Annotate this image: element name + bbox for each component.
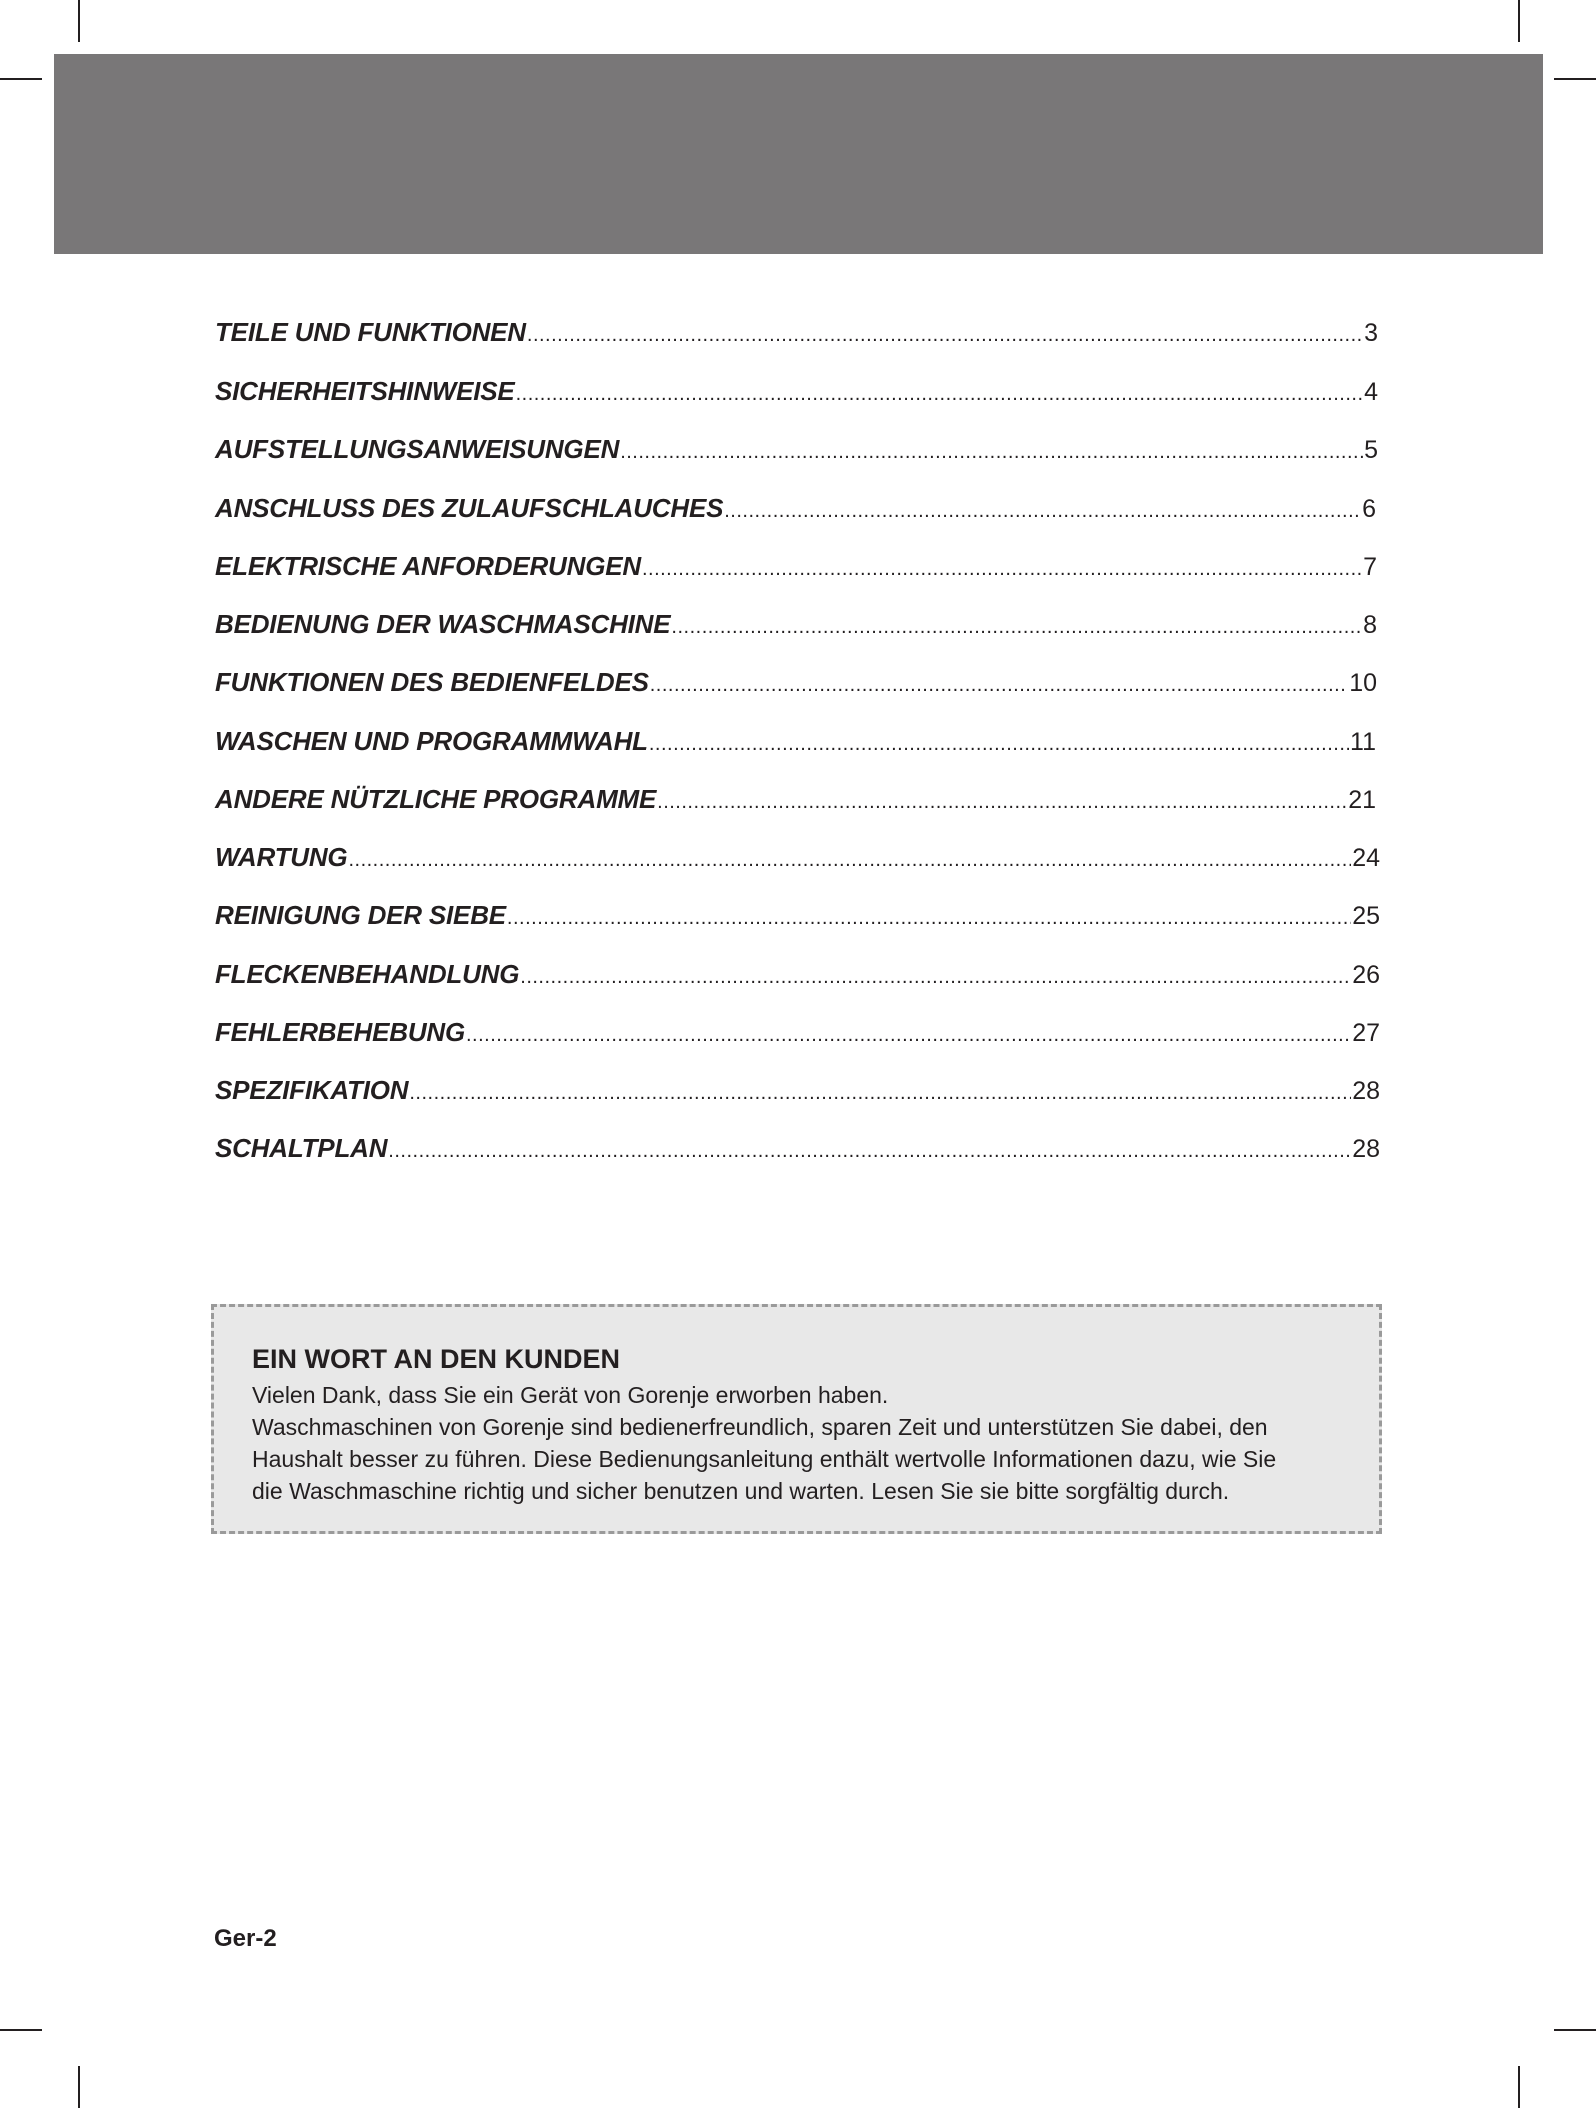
toc-entry-title: WARTUNG bbox=[215, 842, 348, 872]
toc-entry-page: 4 bbox=[1364, 378, 1378, 406]
toc-entry-page: 3 bbox=[1364, 319, 1378, 347]
toc-entry[interactable] bbox=[215, 314, 1378, 350]
customer-note-line: Haushalt besser zu führen. Diese Bedienungsanleitung enthält wertvolle Informationen dazu, wie Sie bbox=[252, 1446, 1277, 1472]
toc-entry-page: 25 bbox=[1352, 902, 1380, 930]
toc-entry-page: 21 bbox=[1348, 786, 1376, 814]
toc-entry-title: WASCHEN UND PROGRAMMWAHL bbox=[215, 726, 648, 756]
table-of-contents bbox=[215, 0, 1380, 2108]
toc-leader-dots bbox=[657, 784, 1347, 820]
toc-entry-page: 11 bbox=[1350, 728, 1376, 756]
toc-entry[interactable] bbox=[215, 897, 1380, 933]
toc-leader-dots bbox=[520, 959, 1351, 995]
toc-entry-page: 24 bbox=[1352, 844, 1380, 872]
toc-entry-page: 5 bbox=[1364, 436, 1378, 464]
toc-entry[interactable] bbox=[215, 839, 1380, 875]
toc-entry-page: 10 bbox=[1349, 669, 1377, 697]
toc-entry[interactable] bbox=[215, 1014, 1380, 1050]
toc-entry-title: SCHALTPLAN bbox=[215, 1133, 388, 1163]
toc-entry-page: 6 bbox=[1362, 495, 1376, 523]
toc-entry-page: 7 bbox=[1363, 553, 1377, 581]
crop-mark-top-right-horizontal bbox=[1554, 78, 1596, 80]
toc-entry-page: 28 bbox=[1352, 1135, 1380, 1163]
customer-note-line: die Waschmaschine richtig und sicher benutzen und warten. Lesen Sie sie bitte sorgfältig durch. bbox=[252, 1478, 1230, 1504]
toc-leader-dots bbox=[409, 1075, 1351, 1111]
customer-note-box bbox=[211, 1304, 1382, 1534]
crop-mark-top-left-vertical bbox=[78, 0, 80, 42]
toc-entry[interactable] bbox=[215, 781, 1376, 817]
page-number: Ger-2 bbox=[214, 1925, 277, 1952]
customer-note-title: EIN WORT AN DEN KUNDEN bbox=[252, 1344, 620, 1374]
toc-entry-page: 26 bbox=[1352, 961, 1380, 989]
toc-leader-dots bbox=[348, 842, 1351, 878]
toc-entry-title: SPEZIFIKATION bbox=[215, 1075, 409, 1105]
toc-leader-dots bbox=[671, 609, 1362, 645]
toc-entry-title: FLECKENBEHANDLUNG bbox=[215, 959, 520, 989]
crop-mark-bottom-right-vertical bbox=[1518, 2066, 1520, 2108]
toc-entry-title: FUNKTIONEN DES BEDIENFELDES bbox=[215, 667, 649, 697]
toc-entry-page: 8 bbox=[1363, 611, 1377, 639]
toc-leader-dots bbox=[388, 1133, 1351, 1169]
toc-leader-dots bbox=[527, 317, 1363, 353]
toc-leader-dots bbox=[620, 434, 1363, 470]
crop-mark-bottom-left-vertical bbox=[78, 2066, 80, 2108]
toc-entry[interactable] bbox=[215, 490, 1376, 526]
toc-leader-dots bbox=[649, 726, 1349, 762]
toc-entry[interactable] bbox=[215, 1130, 1380, 1166]
toc-entry[interactable] bbox=[215, 373, 1378, 409]
crop-mark-top-right-vertical bbox=[1518, 0, 1520, 42]
crop-mark-bottom-right-horizontal bbox=[1554, 2029, 1596, 2031]
toc-entry[interactable] bbox=[215, 606, 1377, 642]
toc-entry-page: 28 bbox=[1352, 1077, 1380, 1105]
toc-leader-dots bbox=[507, 900, 1351, 936]
crop-mark-top-left-horizontal bbox=[0, 78, 42, 80]
toc-entry[interactable] bbox=[215, 548, 1377, 584]
customer-note-line: Waschmaschinen von Gorenje sind bedienerfreundlich, sparen Zeit und unterstützen Sie dabei, den bbox=[252, 1414, 1268, 1440]
toc-entry-page: 27 bbox=[1352, 1019, 1380, 1047]
toc-leader-dots bbox=[466, 1017, 1351, 1053]
toc-entry-title: BEDIENUNG DER WASCHMASCHINE bbox=[215, 609, 671, 639]
toc-entry-title: TEILE UND FUNKTIONEN bbox=[215, 317, 526, 347]
toc-entry-title: AUFSTELLUNGSANWEISUNGEN bbox=[215, 434, 620, 464]
customer-note-line: Vielen Dank, dass Sie ein Gerät von Gorenje erworben haben. bbox=[252, 1382, 889, 1408]
toc-entry[interactable] bbox=[215, 1072, 1380, 1108]
toc-entry[interactable] bbox=[215, 431, 1378, 467]
toc-leader-dots bbox=[724, 493, 1361, 529]
toc-entry[interactable] bbox=[215, 956, 1380, 992]
toc-leader-dots bbox=[642, 551, 1362, 587]
toc-entry-title: SICHERHEITSHINWEISE bbox=[215, 376, 515, 406]
toc-leader-dots bbox=[516, 376, 1364, 412]
toc-entry-title: REINIGUNG DER SIEBE bbox=[215, 900, 506, 930]
toc-entry-title: ELEKTRISCHE ANFORDERUNGEN bbox=[215, 551, 641, 581]
toc-leader-dots bbox=[650, 667, 1348, 703]
toc-entry-title: FEHLERBEHEBUNG bbox=[215, 1017, 465, 1047]
toc-entry-title: ANSCHLUSS DES ZULAUFSCHLAUCHES bbox=[215, 493, 724, 523]
toc-entry[interactable] bbox=[215, 723, 1376, 759]
crop-mark-bottom-left-horizontal bbox=[0, 2029, 42, 2031]
toc-entry[interactable] bbox=[215, 664, 1377, 700]
toc-entry-title: ANDERE NÜTZLICHE PROGRAMME bbox=[215, 784, 657, 814]
